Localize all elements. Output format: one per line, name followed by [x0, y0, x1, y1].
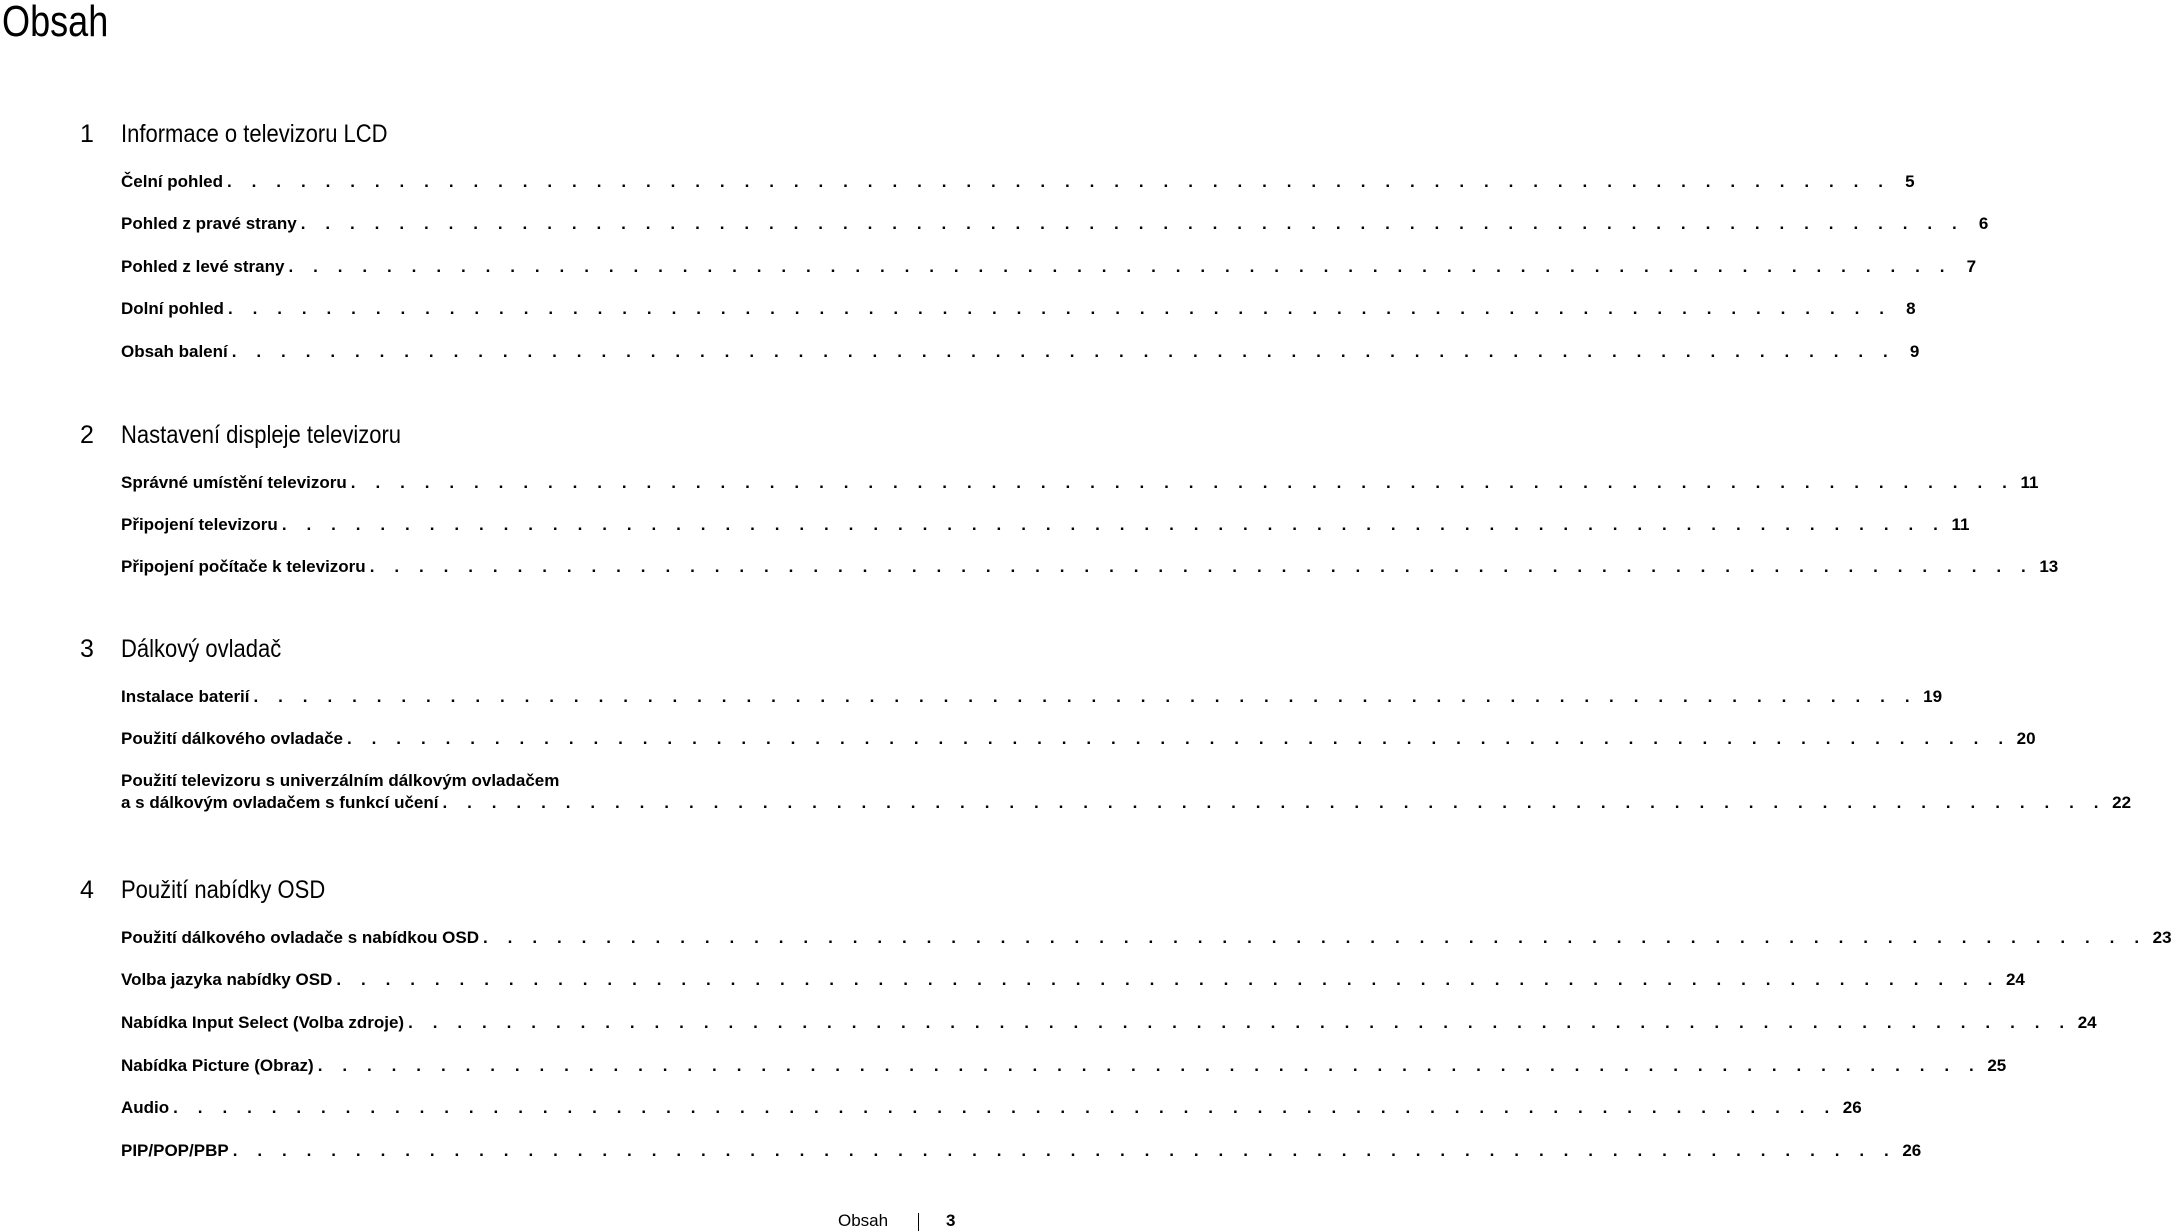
- chapter-heading: [80, 419, 439, 451]
- dot-leader: . . . . . . . . . . . . . . . . . . . . . . . . . . . . . . . . . . . . . . . . . . . . . . . . . . . . . . . . . . . . . . . . . . . .: [281, 515, 1946, 534]
- toc-entry-label: Použití dálkového ovladače: [121, 729, 344, 748]
- toc-entry-label: Použití dálkového ovladače s nabídkou OSD: [121, 928, 480, 947]
- toc-entry[interactable]: [121, 927, 2172, 949]
- toc-entry-label: Audio: [121, 1098, 170, 1117]
- footer-page-number: 3: [946, 1211, 956, 1230]
- toc-entry-page: 6: [1978, 214, 1989, 233]
- dot-leader: . . . . . . . . . . . . . . . . . . . . . . . . . . . . . . . . . . . . . . . . . . . . . . . . . . . . . . . . . . . . . . . . . . . .: [173, 1098, 1837, 1117]
- toc-entry[interactable]: [121, 213, 1989, 235]
- toc-entry[interactable]: [121, 1140, 1922, 1162]
- toc-entry[interactable]: [121, 1012, 2097, 1034]
- dot-leader: . . . . . . . . . . . . . . . . . . . . . . . . . . . . . . . . . . . . . . . . . . . . . . . . . . . . . . . . . . . . . . . . . . . .: [369, 557, 2034, 576]
- toc-entry-label: Pohled z levé strany: [121, 257, 285, 276]
- chapter-number: 4: [80, 876, 94, 904]
- toc-entry-label: PIP/POP/PBP: [121, 1141, 229, 1160]
- toc-entry-page: 26: [1842, 1098, 1862, 1117]
- toc-entry[interactable]: [121, 969, 2025, 991]
- toc-entry-page: 25: [1987, 1056, 2007, 1075]
- chapter-title: Nastavení displeje televizoru: [121, 421, 402, 449]
- toc-entry-page: 11: [2020, 473, 2039, 492]
- toc-entry[interactable]: [121, 256, 1977, 278]
- toc-entry[interactable]: [121, 686, 1943, 708]
- toc-entry[interactable]: [121, 770, 2132, 814]
- toc-entry-label: Nabídka Picture (Obraz): [121, 1056, 314, 1075]
- toc-entry-page: 26: [1902, 1141, 1922, 1160]
- toc-entry-page: 23: [2152, 928, 2172, 947]
- dot-leader: . . . . . . . . . . . . . . . . . . . . . . . . . . . . . . . . . . . . . . . . . . . . . . . . . . . . . . . . . . . . . . . . . . . .: [300, 214, 1965, 233]
- toc-entry-page: 22: [2112, 793, 2132, 812]
- dot-leader: . . . . . . . . . . . . . . . . . . . . . . . . . . . . . . . . . . . . . . . . . . . . . . . . . . . . . . . . . . . . . . . . . . . .: [232, 1141, 1897, 1160]
- toc-entry-page: 13: [2039, 557, 2059, 576]
- toc-entry-label: Volba jazyka nabídky OSD: [121, 970, 333, 989]
- dot-leader: . . . . . . . . . . . . . . . . . . . . . . . . . . . . . . . . . . . . . . . . . . . . . . . . . . . . . . . . . . . . . . . . . . . .: [227, 172, 1891, 191]
- dot-leader: . . . . . . . . . . . . . . . . . . . . . . . . . . . . . . . . . . . . . . . . . . . . . . . . . . . . . . . . . . . . . . . . . . . .: [253, 687, 1918, 706]
- toc-entry-label: Instalace baterií: [121, 687, 250, 706]
- toc-entry-label: Dolní pohled: [121, 299, 224, 318]
- chapter-title: Použití nabídky OSD: [121, 876, 326, 904]
- toc-entry-page: 24: [2005, 970, 2025, 989]
- toc-entry-page: 20: [2016, 729, 2036, 748]
- dot-leader: . . . . . . . . . . . . . . . . . . . . . . . . . . . . . . . . . . . . . . . . . . . . . . . . . . . . . . . . . . . . . . . . . . . .: [336, 970, 2000, 989]
- page-title: Obsah: [2, 0, 109, 46]
- chapter-title: Informace o televizoru LCD: [121, 120, 388, 148]
- dot-leader: . . . . . . . . . . . . . . . . . . . . . . . . . . . . . . . . . . . . . . . . . . . . . . . . . . . . . . . . . . . . . . . . . . . .: [288, 257, 1953, 276]
- toc-entry-label: a s dálkovým ovladačem s funkcí učení: [121, 793, 439, 812]
- chapter-number: 2: [80, 421, 94, 449]
- toc-entry-page: 24: [2077, 1013, 2097, 1032]
- toc-entry[interactable]: [121, 556, 2059, 578]
- dot-leader: . . . . . . . . . . . . . . . . . . . . . . . . . . . . . . . . . . . . . . . . . . . . . . . . . . . . . . . . . . . . . . . . . . . .: [231, 342, 1896, 361]
- toc-entry-page: 5: [1905, 172, 1915, 191]
- toc-entry[interactable]: [121, 514, 1970, 536]
- dot-leader: . . . . . . . . . . . . . . . . . . . . . . . . . . . . . . . . . . . . . . . . . . . . . . . . . . . . . . . . . . . . . . . . . . . .: [408, 1013, 2072, 1032]
- chapter-number: 3: [80, 635, 94, 663]
- chapter-heading: [80, 118, 424, 150]
- dot-leader: . . . . . . . . . . . . . . . . . . . . . . . . . . . . . . . . . . . . . . . . . . . . . . . . . . . . . . . . . . . . . . . . . . . .: [442, 793, 2107, 812]
- toc-entry-label: Správné umístění televizoru: [121, 473, 347, 492]
- toc-entry-label-line1: Použití televizoru s univerzálním dálkovým ovladačem: [121, 771, 560, 790]
- toc-entry[interactable]: [121, 1055, 2007, 1077]
- chapter-title: Dálkový ovladač: [121, 635, 282, 663]
- dot-leader: . . . . . . . . . . . . . . . . . . . . . . . . . . . . . . . . . . . . . . . . . . . . . . . . . . . . . . . . . . . . . . . . . . . .: [483, 928, 2147, 947]
- toc-entry-page: 8: [1906, 299, 1916, 318]
- toc-entry[interactable]: [121, 298, 1916, 320]
- toc-entry[interactable]: [121, 1097, 1862, 1119]
- toc-entry-label: Připojení televizoru: [121, 515, 278, 534]
- dot-leader: . . . . . . . . . . . . . . . . . . . . . . . . . . . . . . . . . . . . . . . . . . . . . . . . . . . . . . . . . . . . . . . . . . . .: [347, 729, 2011, 748]
- toc-entry-page: 11: [1951, 515, 1970, 534]
- toc-entry-label: Připojení počítače k televizoru: [121, 557, 366, 576]
- dot-leader: . . . . . . . . . . . . . . . . . . . . . . . . . . . . . . . . . . . . . . . . . . . . . . . . . . . . . . . . . . . . . . . . . . . .: [350, 473, 2015, 492]
- toc-entry[interactable]: [121, 728, 2036, 750]
- footer-divider: [918, 1213, 919, 1231]
- chapter-heading: [80, 633, 303, 665]
- toc-entry[interactable]: [121, 472, 2039, 494]
- toc-entry-label: Nabídka Input Select (Volba zdroje): [121, 1013, 405, 1032]
- toc-entry[interactable]: [121, 171, 1915, 193]
- toc-entry-page: 19: [1923, 687, 1943, 706]
- page-footer: [838, 1210, 956, 1232]
- toc-entry-page: 9: [1909, 342, 1920, 361]
- toc-entry-label: Obsah balení: [121, 342, 228, 361]
- toc-entry[interactable]: [121, 341, 1920, 363]
- dot-leader: . . . . . . . . . . . . . . . . . . . . . . . . . . . . . . . . . . . . . . . . . . . . . . . . . . . . . . . . . . . . . . . . . . . .: [317, 1056, 1982, 1075]
- toc-entry-label: Pohled z pravé strany: [121, 214, 297, 233]
- toc-entry-label: Čelní pohled: [121, 172, 223, 191]
- chapter-heading: [80, 874, 353, 906]
- toc-entry-page: 7: [1966, 257, 1977, 276]
- chapter-number: 1: [80, 120, 94, 148]
- dot-leader: . . . . . . . . . . . . . . . . . . . . . . . . . . . . . . . . . . . . . . . . . . . . . . . . . . . . . . . . . . . . . . . . . . . .: [227, 299, 1892, 318]
- footer-section: Obsah: [838, 1211, 889, 1230]
